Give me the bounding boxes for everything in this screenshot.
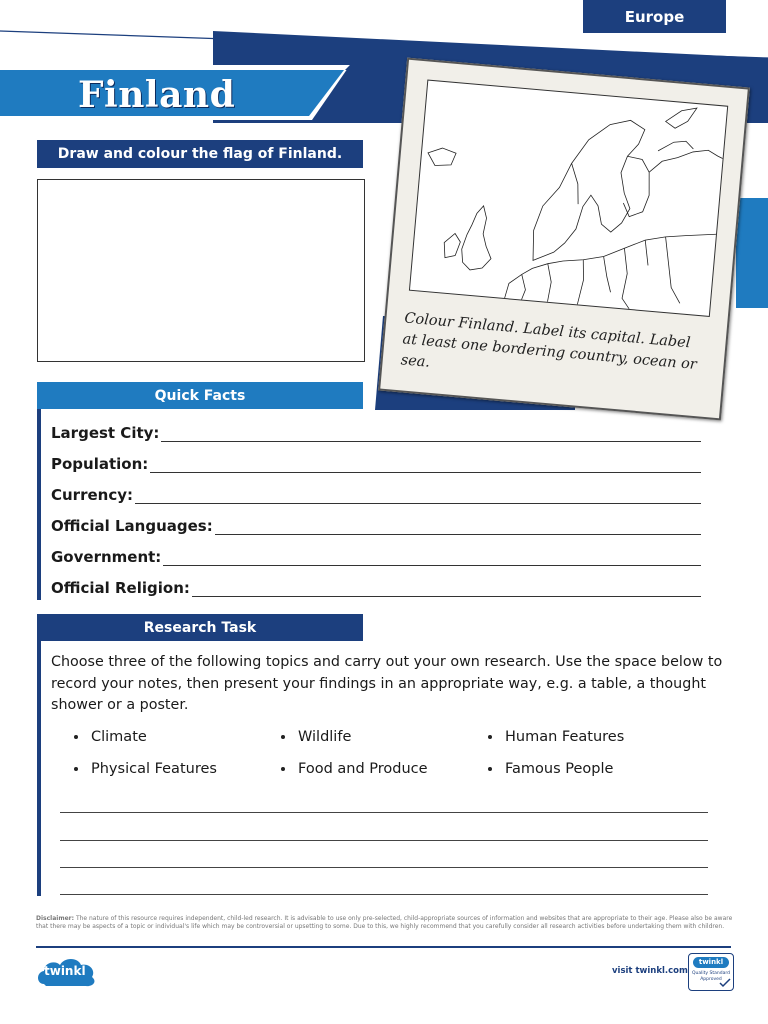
badge-line: Approved [700,977,722,982]
fact-population[interactable] [51,451,701,473]
fact-government[interactable] [51,544,701,566]
europe-map[interactable] [409,79,728,317]
answer-line[interactable] [163,551,701,566]
fact-label: Official Religion: [51,579,190,597]
topic-label: Famous People [505,761,614,777]
map-caption: Colour Finland. Label its capital. Label at least one bordering country, ocean or sea. [400,310,698,374]
answer-line[interactable] [161,427,701,442]
logo-text: twinkl [44,964,86,978]
map-card [378,58,750,421]
answer-line[interactable] [192,582,701,597]
bullet-icon [488,767,492,771]
topic-item [74,761,217,777]
topic-item [281,761,428,777]
fact-label: Largest City: [51,424,160,442]
disclaimer-label: Disclaimer: [36,915,75,922]
fact-label: Population: [51,455,149,473]
disclaimer [36,915,736,931]
flag-heading: Draw and colour the flag of Finland. [37,140,363,168]
fact-currency[interactable] [51,482,701,504]
fact-official-languages[interactable] [51,513,701,535]
quick-facts-accent [37,382,41,600]
bullet-icon [281,767,285,771]
answer-line[interactable] [215,520,701,535]
fact-label: Official Languages: [51,517,213,535]
bullet-icon [74,767,78,771]
notes-line[interactable] [60,840,708,841]
bullet-icon [281,735,285,739]
fact-label: Currency: [51,486,134,504]
topic-label: Wildlife [298,729,352,745]
bullet-icon [74,735,78,739]
quality-badge [688,953,734,991]
visit-link[interactable]: visit twinkl.com [612,966,688,976]
twinkl-logo[interactable] [36,954,98,988]
topic-label: Physical Features [91,761,217,777]
notes-line[interactable] [60,867,708,868]
fact-official-religion[interactable] [51,575,701,597]
topic-label: Climate [91,729,147,745]
badge-line: Quality Standard [692,971,730,976]
topic-item [488,761,613,777]
region-tab: Europe [583,0,726,33]
bullet-icon [488,735,492,739]
notes-line[interactable] [60,894,708,895]
research-accent [37,614,41,896]
fact-label: Government: [51,548,162,566]
topic-item [488,729,624,745]
europe-map-outline [410,81,727,316]
disclaimer-text: The nature of this resource requires independent, child-led research. It is advisable to use only pre-selected, child-appropriate sources of information and websites that are appropriate to their age. Please also be aware that there may be aspects of a topic or individual's life which may be controversial or upsetting to some. Due to this, we highly recommend that you carefully consider all research activities before undertaking them with children. [36,915,733,930]
topic-label: Food and Produce [298,761,428,777]
footer-rule [36,946,731,948]
checkmark-icon [719,978,731,988]
page-title: Finland [78,74,236,116]
answer-line[interactable] [135,489,701,504]
topic-item [74,729,147,745]
notes-line[interactable] [60,812,708,813]
research-intro: Choose three of the following topics and carry out your own research. Use the space below to record your notes, then present your findings in an appropriate way, e.g. a table, a thought shower or a poster. [51,654,723,713]
quick-facts-heading: Quick Facts [37,382,363,409]
fact-largest-city[interactable] [51,420,701,442]
topic-item [281,729,351,745]
flag-drawing-box[interactable] [37,179,365,362]
research-heading: Research Task [37,614,363,641]
answer-line[interactable] [150,458,701,473]
topic-label: Human Features [505,729,625,745]
badge-logo: twinkl [693,957,729,968]
accent-bar [736,198,768,308]
